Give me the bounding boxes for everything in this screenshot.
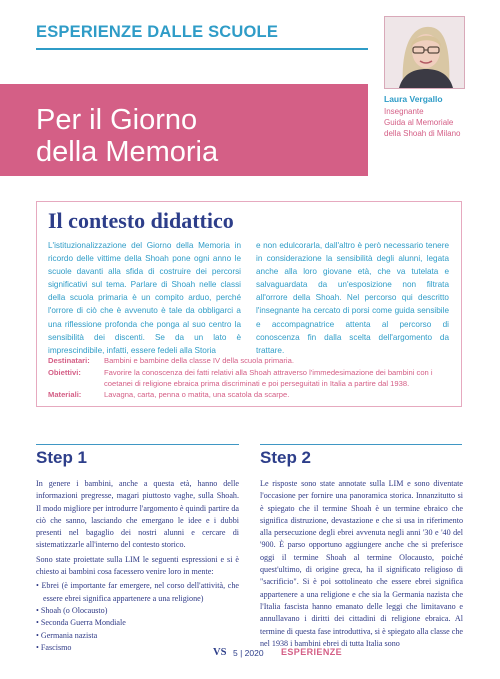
author-portrait-icon: [385, 17, 464, 88]
list-item: • Germania nazista: [36, 630, 98, 640]
section-label: ESPERIENZE DALLE SCUOLE: [36, 23, 279, 41]
context-text-left: L'istituzionalizzazione del Giorno della Memoria in ricordo delle vittime della Shoah pone ogni anno le scuole davanti alla sfida di costruire dei percorsi significativi sul tema. Parlare di Shoah nelle classi della scuola primaria è un compito arduo, perché l'orrore di ciò che è avvenuto è tale da obbligarci a una riflessione profonda che ponga al suo centro la sensibilità dei discenti. Se da un lato è imprescindibile, infatti, essere fedeli alla Storia: [48, 241, 241, 355]
page-title-line1: Per il Giorno: [36, 104, 198, 136]
step1-title: Step 1: [36, 448, 88, 467]
page-title: [36, 104, 218, 168]
meta-label: Materiali:: [48, 390, 82, 399]
page-title-line2: della Memoria: [36, 136, 219, 168]
list-item: • Seconda Guerra Mondiale: [36, 618, 126, 628]
step1-body: [36, 478, 239, 654]
list-item: • Shoah (o Olocausto): [36, 605, 108, 615]
author-role: [384, 106, 494, 139]
list-item: • Fascismo: [36, 642, 72, 652]
step2-rule: [260, 444, 462, 445]
magazine-logo: VS: [213, 647, 227, 658]
step2-body: [260, 478, 463, 652]
footer-section-label: ESPERIENZE: [281, 647, 343, 657]
meta-materials: [48, 390, 458, 401]
meta-objectives: [48, 368, 458, 390]
author-role-line1: Insegnante: [384, 107, 424, 116]
step2-title: Step 2: [260, 448, 312, 467]
step1-rule: [36, 444, 239, 445]
meta-recipients: [48, 356, 458, 367]
meta-value: Lavagna, carta, penna o matita, una scatola da scarpe.: [104, 390, 290, 399]
meta-value: Bambini e bambine della classe IV della scuola primaria.: [104, 356, 294, 365]
meta-label: Obiettivi:: [48, 368, 81, 377]
step1-paragraph: Sono state proiettate sulla LIM le seguenti espressioni e si è chiesto ai bambini cosa facessero venire loro in mente:: [36, 554, 239, 577]
header-rule: [36, 48, 368, 50]
step2-paragraph: Le risposte sono state annotate sulla LIM e sono diventate l'occasione per fornire una panoramica storica. Innanzitutto si è spiegato che il termine Shoah è un termine ebraico che significa distruzione, devastazione e che si usa in riferimento alla persecuzione degli ebrei avvenuta negli anni '30 e '40 del '900. È parso opportuno aggiungere anche che si preferisce oggi il termine Shoah al termine Olocausto, poiché quest'ultimo, di origine greca, ha il significato religioso di "sacrificio". Si è poi sottolineato che essere ebrei significa appartenere a una religione e che sia la Germania nazista che l'Italia fascista hanno emanato delle leggi che limitavano e annullavano i diritti dei cittadini di religione ebraica. Al termine di questa fase introduttiva, si è spiegato alla classe che nel 1938 i bambini ebrei di tutta Italia sono: [260, 479, 463, 648]
meta-value: Favorire la conoscenza dei fatti relativi alla Shoah attraverso l'immedesimazione dei bambini con i coetanei di religione ebraica prima discriminati e poi perseguitati in Italia a partire dal 1938.: [104, 368, 433, 388]
meta-label: Destinatari:: [48, 356, 90, 365]
author-role-line2: Guida al Memoriale: [384, 118, 454, 127]
step1-paragraph: In genere i bambini, anche a questa età, hanno delle informazioni pregresse, magari piuttosto vaghe, sulla Shoah. Il modo migliore per introdurre l'argomento è quindi partire da ciò che sanno, lasciando che emergano le idee e i dubbi presenti nel bagaglio dei nostri alunni e cercare di sistematizzarle all'interno del contesto storico.: [36, 479, 239, 550]
author-name: Laura Vergallo: [384, 94, 443, 104]
author-role-line3: della Shoah di Milano: [384, 129, 461, 138]
author-photo: [384, 16, 465, 89]
list-item: • Ebrei (è importante far emergere, nel corso dell'attività, che essere ebrei significa appartenere a una religione): [36, 581, 239, 603]
context-text-right: e non edulcorarla, dall'altro è però necessario tenere in considerazione la sensibilità degli alunni, legata anche alla loro giovane età, che va tutelata e salvaguardata da un'esposizione non filtrata all'orrore della Shoah. Nel percorso qui descritto l'insegnante ha cercato di porsi come guida sensibile e accompagnatrice attenta al percorso di conoscenza fin dalla scelta dell'argomento da trattare.: [256, 241, 449, 355]
context-title: Il contesto didattico: [48, 208, 234, 233]
issue-number: 5 | 2020: [233, 648, 264, 658]
